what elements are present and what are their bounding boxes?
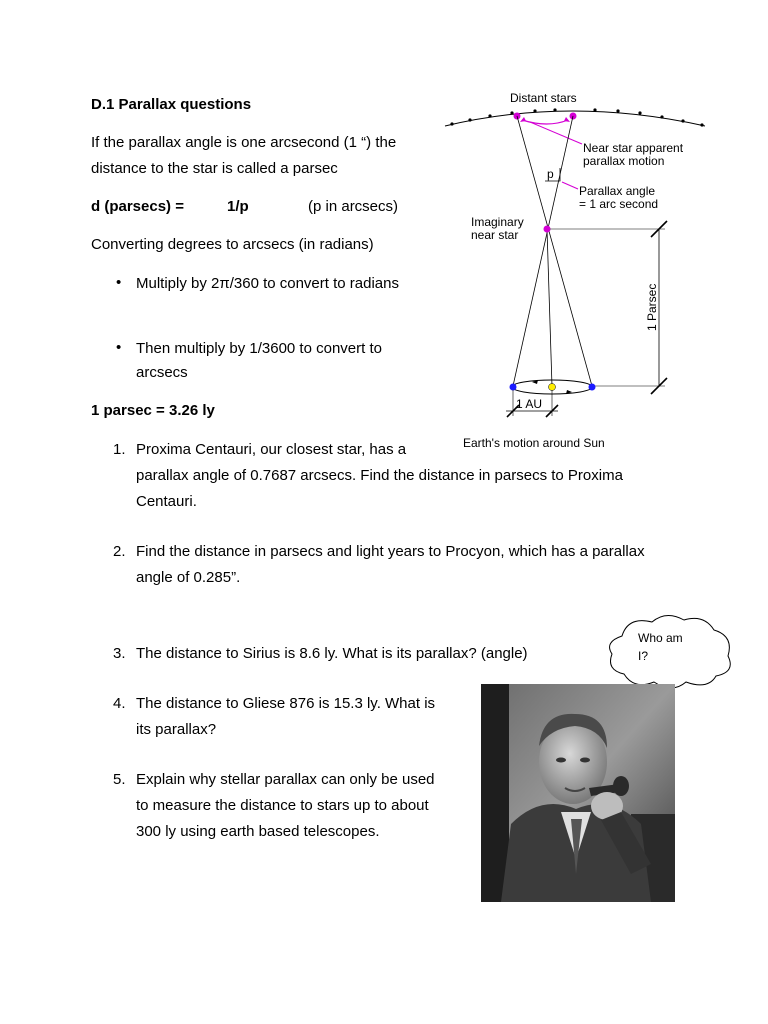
question-number: 4. <box>113 695 126 712</box>
bullet-2-text-cont: arcsecs <box>136 364 188 381</box>
bullet-dot: • <box>116 274 122 291</box>
apparent-motion-arrow <box>522 120 568 124</box>
question-2-line-2: angle of 0.285”. <box>136 569 241 586</box>
thought-cloud-shape <box>610 615 731 688</box>
formula-rhs: 1/p <box>227 198 249 215</box>
thought-text-line-1: Who am <box>638 631 683 645</box>
question-5-line-1: Explain why stellar parallax can only be used <box>136 771 435 788</box>
p-angle-label: p <box>547 167 554 181</box>
one-au-label: 1 AU <box>516 397 543 411</box>
question-1-line-1: Proxima Centauri, our closest star, has a <box>136 441 407 458</box>
one-parsec-label: 1 Parsec <box>645 283 659 331</box>
bullet-2-text: Then multiply by 1/3600 to convert to <box>136 340 382 357</box>
parallax-angle-label-2: = 1 arc second <box>579 197 659 211</box>
question-2-line-1: Find the distance in parsecs and light years to Procyon, which has a parallax <box>136 543 645 560</box>
question-1-line-3: Centauri. <box>136 493 197 510</box>
parallax-angle-label-1: Parallax angle <box>579 184 656 198</box>
formula-lhs: d (parsecs) = <box>91 198 184 215</box>
intro-line-2: distance to the star is called a parsec <box>91 160 338 177</box>
distant-stars-label: Distant stars <box>510 91 577 105</box>
portrait-photo <box>481 684 675 902</box>
near-star-dot <box>544 226 551 233</box>
apparent-motion-label-1: Near star apparent <box>583 141 684 155</box>
sight-line-right <box>517 116 592 386</box>
parallax-diagram <box>440 86 710 456</box>
sun-icon <box>549 384 556 391</box>
bullet-dot: • <box>116 339 122 356</box>
parsec-ly-conversion: 1 parsec = 3.26 ly <box>91 402 215 419</box>
question-4-line-2: its parallax? <box>136 721 217 738</box>
thought-text-line-2: I? <box>638 649 649 663</box>
imaginary-star-label-1: Imaginary <box>471 215 524 229</box>
question-number: 2. <box>113 543 126 560</box>
question-1-line-2: parallax angle of 0.7687 arcsecs. Find the distance in parsecs to Proxima <box>136 467 623 484</box>
apparent-motion-label-2: parallax motion <box>583 154 665 168</box>
converting-text: Converting degrees to arcsecs (in radians) <box>91 236 374 253</box>
intro-line-1: If the parallax angle is one arcsecond (1 “) the <box>91 134 397 151</box>
imaginary-star-label-2: near star <box>471 228 519 242</box>
formula-note: (p in arcsecs) <box>308 198 399 215</box>
apparent-motion-pointer <box>530 122 582 144</box>
earth-left <box>510 384 517 391</box>
question-number: 5. <box>113 771 126 788</box>
question-3-line-1: The distance to Sirius is 8.6 ly. What is its parallax? (angle) <box>136 645 528 662</box>
bullet-1-text: Multiply by 2π/360 to convert to radians <box>136 275 399 292</box>
earth-motion-label: Earth's motion around Sun <box>463 436 605 450</box>
question-5-line-2: to measure the distance to stars up to about <box>136 797 429 814</box>
question-number: 3. <box>113 645 126 662</box>
question-4-line-1: The distance to Gliese 876 is 15.3 ly. What is <box>136 695 436 712</box>
page-title: D.1 Parallax questions <box>91 96 252 113</box>
question-5-line-3: 300 ly using earth based telescopes. <box>136 823 380 840</box>
earth-right <box>589 384 596 391</box>
parallax-angle-pointer <box>562 182 578 189</box>
sight-line-left <box>513 116 573 386</box>
sun-star-line <box>547 229 552 386</box>
question-number: 1. <box>113 441 126 458</box>
